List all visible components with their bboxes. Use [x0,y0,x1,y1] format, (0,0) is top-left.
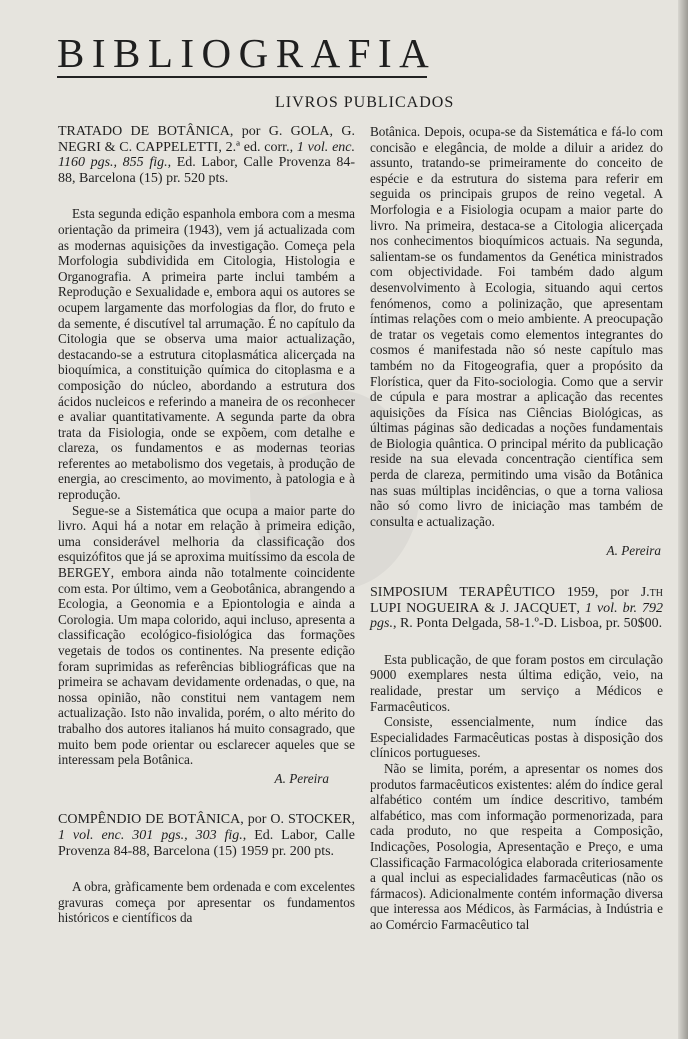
left-column [58,124,355,926]
entry-2-reference: COMPÊNDIO DE BOTÂNICA, por O. STOCKER, 1 vol. enc. 301 pgs., 303 fig., Ed. Labor, Calle Provenza 84-88, Barcelona (15) 1959 pr. 200 pts. [58,812,356,859]
title-rule [57,76,427,78]
entry-1-reference: TRATADO DE BOTÂNICA, por G. GOLA, G. NEGRI & C. CAPPELETTI, 2.ª ed. corr., 1 vol. enc. 1160 pgs., 855 fig., Ed. Labor, Calle Provenza 84-88, Barcelona (15) pr. 520 pts. [58,124,355,186]
entry-3-paragraph: Esta publicação, de que foram postos em circulação 9000 exemplares nesta última edição, veio, na realidade, prestar um serviço a Médicos e Farmacêuticos. [370,651,663,714]
entry-1-signature: A. Pereira [274,770,329,786]
entry-1-paragraph: Segue-se a Sistemática que ocupa a maior parte do livro. Aqui há a notar em relação à primeira edição, uma considerável melhoria da classificação dos esquizófitos que já se aproxima muitíssimo da escola de BERGEY, embora ainda não totalmente coincidente com esta. Por último, vem a Geobotânica, abrangendo a Ecologia, a Geonomia e a Epiontologia e ainda a Corologia. Um mapa colorido, aqui incluso, apresenta a classificação ecológico-fisiológica das formações vegetais de todos os continentes. Na presente edição foram suprimidas as referências bibliográficas que na primeira se achavam devidamente ordenadas, o que, na nossa opinião, não constitui nem vantagem nem actualização. Isto não invalida, porém, o alto mérito do trabalho dos autores italianos há muito consagrado, que muito bem pode orientar ou esclarecer aqueles que se interessam pela Botânica. [58,502,355,768]
entry-2-paragraph-start: A obra, gràficamente bem ordenada e com excelentes gravuras começa por apresentar os fundamentos históricos e científicos da [58,879,355,926]
page-title: BIBLIOGRAFIA [57,30,437,76]
entry-2-paragraph-continued: Botânica. Depois, ocupa-se da Sistemática e fá-lo com concisão e elegância, de molde a diluir a aridez do assunto, tratando-se primeiramente do conceito de espécie e da estrutura do sistema para referir em seguida os principais grupos de reino vegetal. A Morfologia e a Fisiologia ocupam a maior parte do livro. Na primeira, destaca-se a Citologia alicerçada nos conhecimentos bioquímicos actuais. Na segunda, salientam-se os fundamentos da Genética ministrados com objectividade. Foi também dado algum desenvolvimento à Ecologia, situando aqui certos fenómenos, como a polinização, que apresentam íntimas relações com o meio ambiente. A preocupação de tratar os vegetais como elementos integrantes do cosmos é manifestada não só neste capítulo mas também no da Fitogeografia, quer a propósito da Florística, quer da Fito-sociologia. Como que a servir de cúpula e para mostrar a aplicação das recentes aquisições da Física nas Ciências Biológicas, as últimas páginas são dedicadas a noções fundamentais de Biologia quântica. O principal mérito da publicação reside na sua elevada concentração científica sem perda de clareza, permitindo uma visão da Botânica nas suas múltiplas incidências, o que a torna valiosa não só como livro de iniciação mas também de consulta e actualização. [370,124,663,529]
entry-2-signature: A. Pereira [606,543,661,559]
section-subtitle: LIVROS PUBLICADOS [275,94,455,111]
page-edge-shadow [678,0,688,1039]
entry-3-paragraph: Não se limita, porém, a apresentar os nomes dos produtos farmacêuticos existentes: além do índice geral alfabético contém um índice descritivo, também alfabético, mas com informação pormenorizada, para cada produto, no que respeita a Composição, Indicações, Posologia, Apresentação e Preço, e uma Classificação Farmacológica elaborada criteriosamente a qual inclui as especialidades farmacêuticas (não os fármacos). Adicionalmente contém informação diversa que interessa aos Médicos, às Farmácias, à Indústria e ao Comércio Farmacêutico tal [370,760,663,932]
right-column [370,124,663,933]
entry-3-reference: SIMPOSIUM TERAPÊUTICO 1959, por J.th LUPI NOGUEIRA & J. JACQUET, 1 vol. br. 792 pgs., R. Ponta Delgada, 58-1.º-D. Lisboa, pr. 50$00. [370,585,664,632]
entry-3-paragraph: Consiste, essencialmente, num índice das Especialidades Farmacêuticas postas à disposição dos clínicos portugueses. [370,714,663,761]
entry-1-paragraph: Esta segunda edição espanhola embora com a mesma orientação da primeira (1943), vem já actualizada com as modernas aquisições da investigação. Começa pela Morfologia subdividida em Citologia, Histologia e Organografia. A primeira parte inclui também a Reprodução e Sexualidade e, embora aqui os autores se ocupem largamente das morfologias da flor, do fruto e da semente, é discutível tal arrumação. É no capítulo da Citologia que se observa uma maior actualização, destacando-se a estrutura citoplasmática alicerçada na bioquímica, a constituição química do citoplasma e a composição do núcleo, abordando a estrutura dos ácidos nucleicos e referindo a maneira de os reconhecer e avaliar quantitativamente. A segunda parte da obra trata da Fisiologia, onde se expõem, com detalhe e clareza, os fundamentos e as modernas teorias referentes ao metabolismo dos vegetais, à produção de energia, ao crescimento, ao movimento, à patologia e à reprodução. [58,206,355,503]
